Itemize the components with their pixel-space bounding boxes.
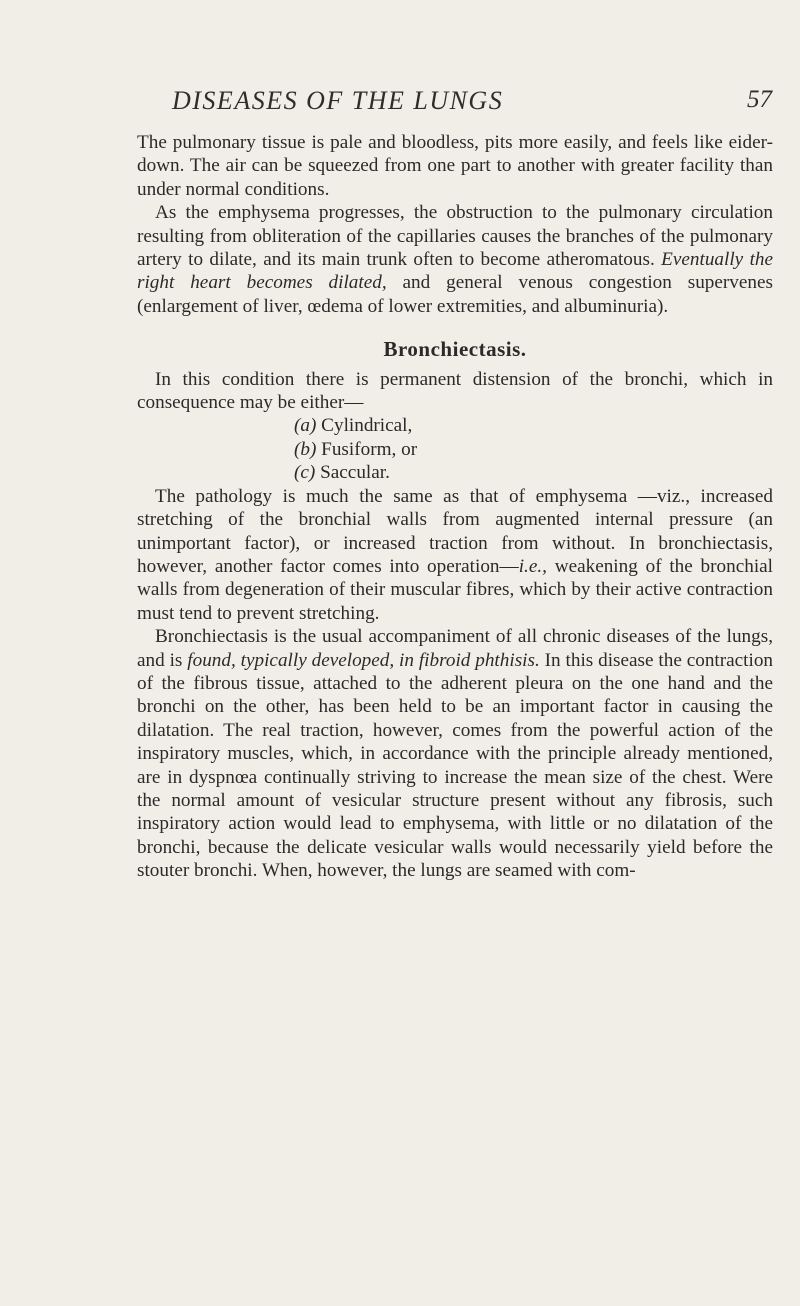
dilatation-types-list [137,414,773,484]
body-text [137,131,773,883]
paragraph-4: The pathology is much the same as that of emphysema —viz., increased stretching of the bronchial walls from augmented internal pressure (an unimportant factor), or increased traction from without. In bronchiectasis, however, another factor comes into operation—i.e., weakening of the bronchial walls from degeneration of their muscular fibres, which by their active contraction must tend to prevent stretching. [137,485,774,624]
page-number: 57 [747,86,772,113]
list-item: (b) Fusiform, or [294,438,418,460]
section-heading: Bronchiectasis. [383,337,527,362]
paragraph-5: Bronchiectasis is the usual accompaniment of all chronic diseases of the lungs, and is found, typically developed, in fibroid phthisis. In this disease the contraction of the fibrous tissue, attached to the adherent pleura on the one hand and the bronchi on the other, has been held to be an important factor in causing the dilatation. The real traction, however, comes from the powerful action of the inspiratory muscles, which, in accordance with the principle already mentioned, are in dyspnœa continually striving to increase the mean size of the chest. Were the normal amount of vesicular structure present without any fibrosis, such inspiratory action would lead to emphysema, with little or no dilatation of the bronchi, because the delicate vesicular walls would necessarily yield before the stouter bronchi. When, however, the lungs are seamed with com- [137,626,774,882]
list-item: (c) Saccular. [294,462,390,484]
paragraph-1: The pulmonary tissue is pale and bloodless, pits more easily, and feels like eider-down. The air can be squeezed from one part to another with greater facility than under normal conditions. [137,132,773,200]
running-head: DISEASES OF THE LUNGS [172,86,504,115]
page-header [172,86,772,126]
paragraph-2-emphasis: Eventually the right heart becomes dilated, [137,249,774,294]
paragraph-4-emphasis: i.e., [518,555,547,577]
list-item: (a) Cylindrical, [294,415,413,437]
paragraph-3: In this condition there is permanent distension of the bronchi, which in consequence may be either— [137,368,773,414]
paragraph-2: As the emphysema progresses, the obstruction to the pulmonary circulation resulting from obliteration of the capillaries causes the branches of the pulmonary artery to dilate, and its main trunk often to become atheromatous. Eventually the right heart becomes dilated, and general venous congestion supervenes (enlargement of liver, œdema of lower extremities, and albuminuria). [137,202,774,317]
paragraph-5-emphasis: found, typically developed, in fibroid phthisis. [187,649,540,671]
